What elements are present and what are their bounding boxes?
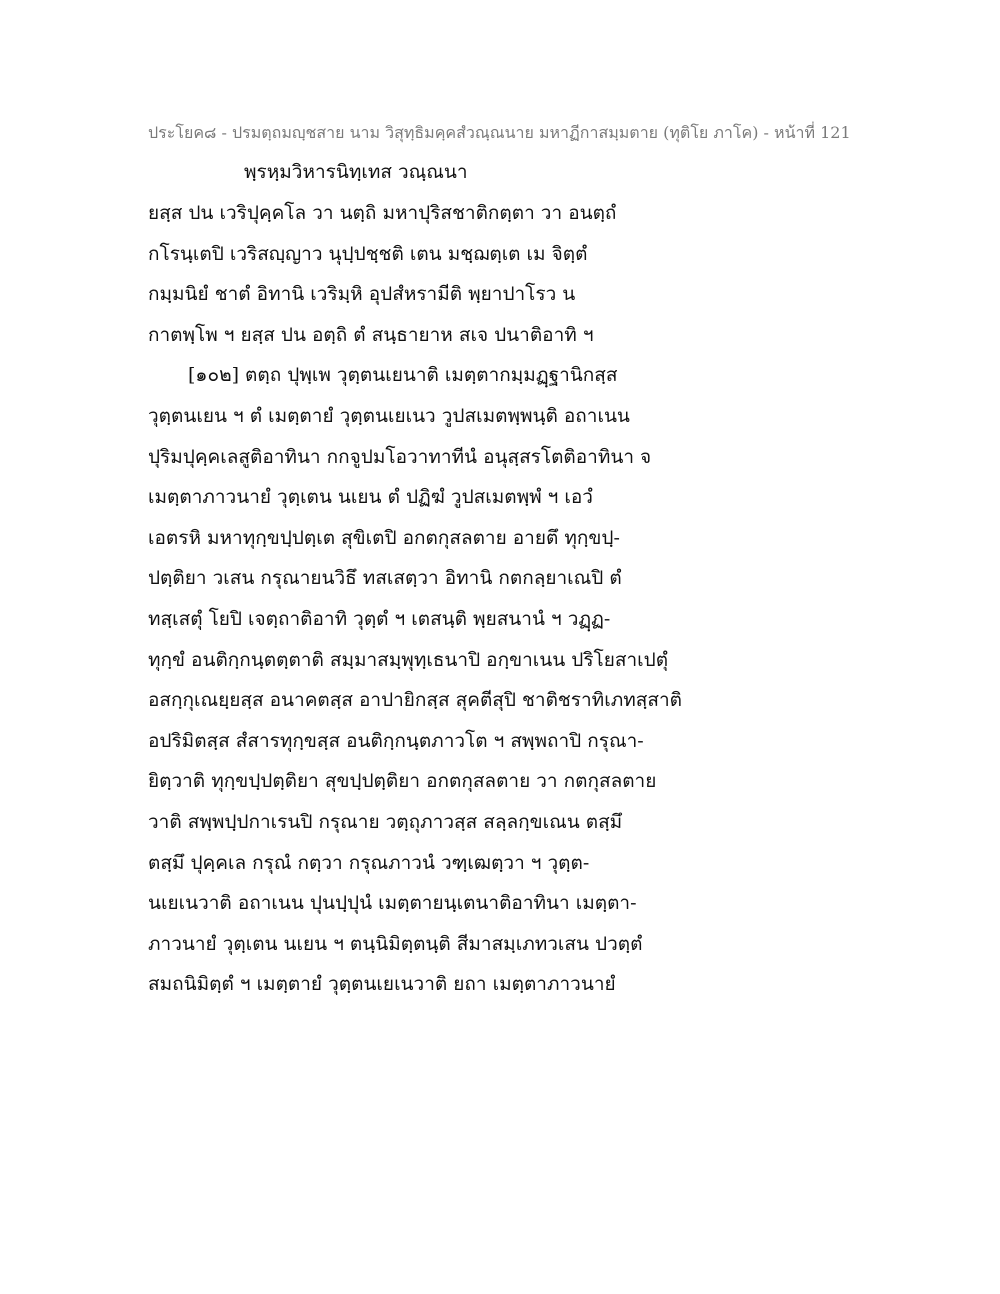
text-line: [๑๐๒] ตตฺถ ปุพฺเพ วุตฺตนเยนาติ เมตฺตากมฺมฏฺฐานิกสฺส <box>188 364 618 387</box>
text-line: กโรนฺเตปิ เวริสญฺญาว นุปฺปชฺชติ เตน มชฺฌตฺเต เม จิตฺตํ <box>148 242 588 265</box>
text-line: เมตฺตาภาวนายํ วุตฺเตน นเยน ตํ ปฏิฆํ วูปสเมตพฺพํ ฯ เอวํ <box>148 486 593 509</box>
text-line: กมฺมนิยํ ชาตํ อิทานิ เวริมฺหิ อุปสํหรามีติ พฺยาปาโรว น <box>148 283 576 306</box>
body-text <box>148 200 708 1012</box>
text-line: ปุริมปุคฺคเลสูติอาทินา กกจูปมโอวาทาทีนํ อนุสฺสรโตติอาทินา จ <box>148 445 652 468</box>
text-line: เอตรหิ มหาทุกฺขปฺปตฺเต สุขิเตปิ อกตกุสลตาย อายตึ ทุกฺขปฺ- <box>148 526 620 549</box>
text-line: ปตฺติยา วเสน กรุณายนวิธึ ทสเสตฺวา อิทานิ กตกลฺยาเณปิ ตํ <box>148 567 622 590</box>
text-line: วาติ สพฺพปฺปกาเรนปิ กรุณาย วตฺถุภาวสฺส สลฺลกฺขเณน ตสฺมึ <box>148 810 623 833</box>
text-line: ตสฺมึ ปุคฺคเล กรุณํ กตฺวา กรุณภาวนํ วฑฺเฒตฺวา ฯ วุตฺต- <box>148 851 590 874</box>
section-title: พฺรหฺมวิหารนิทฺเทส วณฺณนา <box>244 161 468 183</box>
text-line: ภาวนายํ วุตฺเตน นเยน ฯ ตนฺนิมิตฺตนฺติ สีมาสมฺเภทวเสน ปวตฺตํ <box>148 932 643 955</box>
text-line: สมถนิมิตฺตํ ฯ เมตฺตายํ วุตฺตนเยเนวาติ ยถา เมตฺตาภาวนายํ <box>148 973 616 996</box>
text-line: ยิตฺวาติ ทุกฺขปฺปตฺติยา สุขปฺปตฺติยา อกตกุสลตาย วา กตกุสลตาย <box>148 770 657 793</box>
page-header: ประโยค๘ - ปรมตฺถมญฺชสาย นาม วิสุทฺธิมคฺคสํวณฺณนาย มหาฏีกาสมฺมตาย (ทุติโย ภาโค) - หน้าที่ 121 <box>148 123 851 142</box>
text-line: อสกฺกุเณยฺยสฺส อนาคตสฺส อาปายิกสฺส สุคตีสุปิ ชาติชราทิเภทสฺสาติ <box>148 689 682 712</box>
text-line: นเยเนวาติ อถาเนน ปุนปฺปุนํ เมตฺตายนฺเตนาติอาทินา เมตฺตา- <box>148 892 637 915</box>
text-line: ทุกฺขํ อนติกฺกนฺตตฺตาติ สมฺมาสมฺพุทฺเธนาปิ อกฺขาเนน ปริโยสาเปตุํ <box>148 648 669 671</box>
text-line: ยสฺส ปน เวริปุคฺคโล วา นตฺถิ มหาปุริสชาติกตฺตา วา อนตฺถํ <box>148 202 617 224</box>
text-line: วุตฺตนเยน ฯ ตํ เมตฺตายํ วุตฺตนเยเนว วูปสเมตพฺพนฺติ อถาเนน <box>148 404 630 427</box>
text-line: ทสฺเสตุํ โยปิ เจตฺถาติอาทิ วุตฺตํ ฯ เตสนฺติ พฺยสนานํ ฯ วฏฺฏ- <box>148 607 611 630</box>
text-line: อปริมิตสฺส สํสารทุกฺขสฺส อนติกฺกนฺตภาวโต ฯ สพฺพถาปิ กรุณา- <box>148 729 644 752</box>
text-line: กาตพฺโพ ฯ ยสฺส ปน อตฺถิ ตํ สนฺธายาห สเจ ปนาติอาทิ ฯ <box>148 323 594 346</box>
